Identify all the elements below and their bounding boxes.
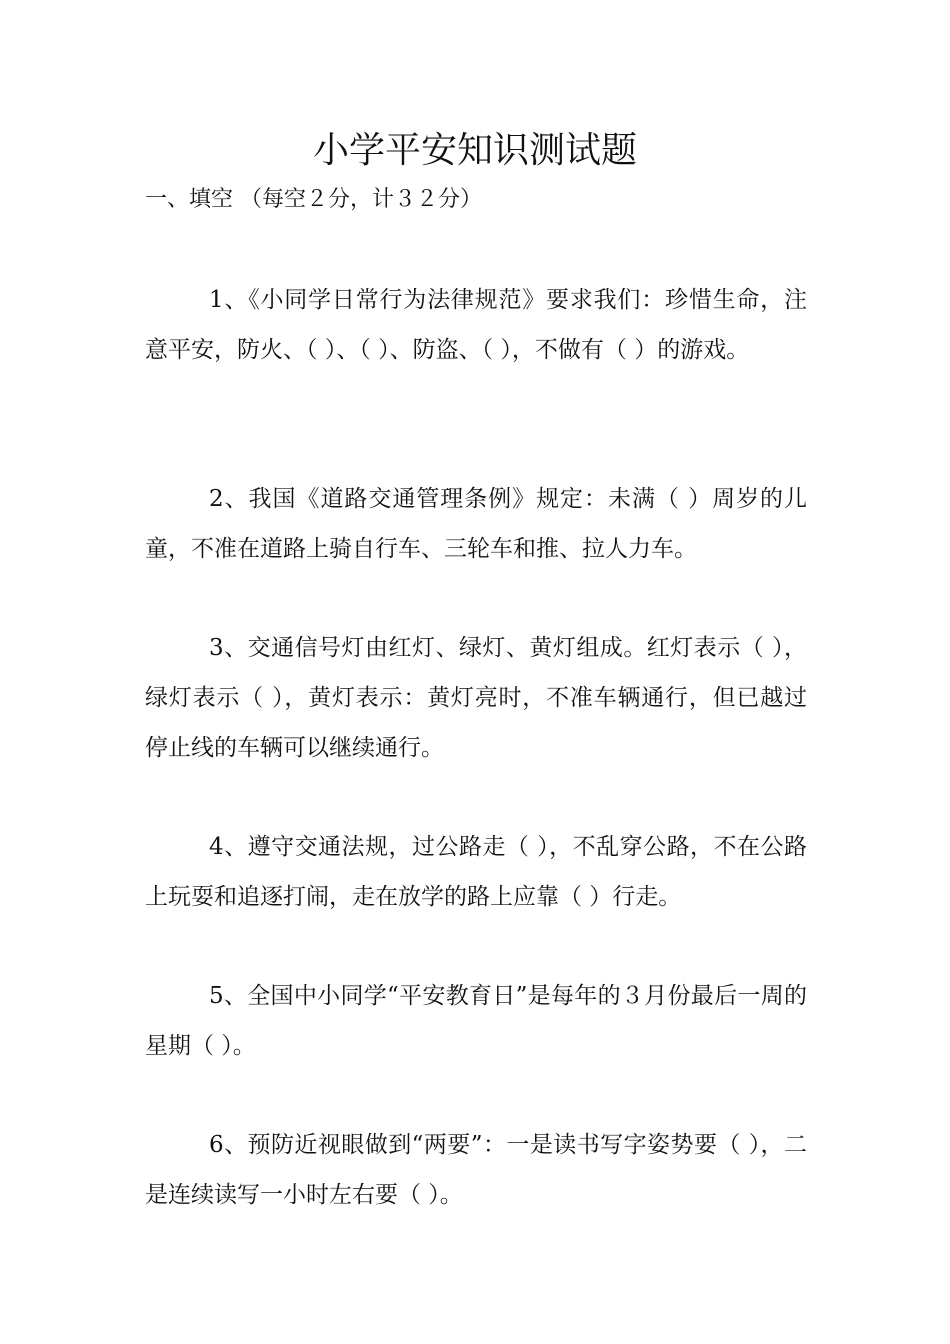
document-title: 小学平安知识测试题 [312, 130, 637, 171]
question-5: 5、全国中小同学“平安教育日”是每年的３月份最后一周的星期（ ）。 [145, 983, 807, 1059]
question-6: 6、预防近视眼做到“两要”：一是读书写字姿势要（ ），二是连续读写一小时左右要（ ）。 [145, 1132, 807, 1208]
question-3: 3、交通信号灯由红灯、绿灯、黄灯组成。红灯表示（ ），绿灯表示（ ），黄灯表示：黄灯亮时，不准车辆通行，但已越过停止线的车辆可以继续通行。 [145, 635, 807, 761]
question-1: 1、《小同学日常行为法律规范》要求我们：珍惜生命，注意平安，防火、（ ）、（ ）、防盗、（ ），不做有（ ）的游戏。 [145, 287, 807, 363]
section-heading-fill-in-blank: 一、填空 （每空２分，计３２分） [145, 187, 482, 212]
question-4: 4、遵守交通法规，过公路走（ ），不乱穿公路，不在公路上玩耍和追逐打闹，走在放学的路上应靠（ ）行走。 [145, 834, 807, 910]
question-2: 2、我国《道路交通管理条例》规定：未满（ ）周岁的儿童，不准在道路上骑自行车、三轮车和推、拉人力车。 [145, 486, 807, 562]
